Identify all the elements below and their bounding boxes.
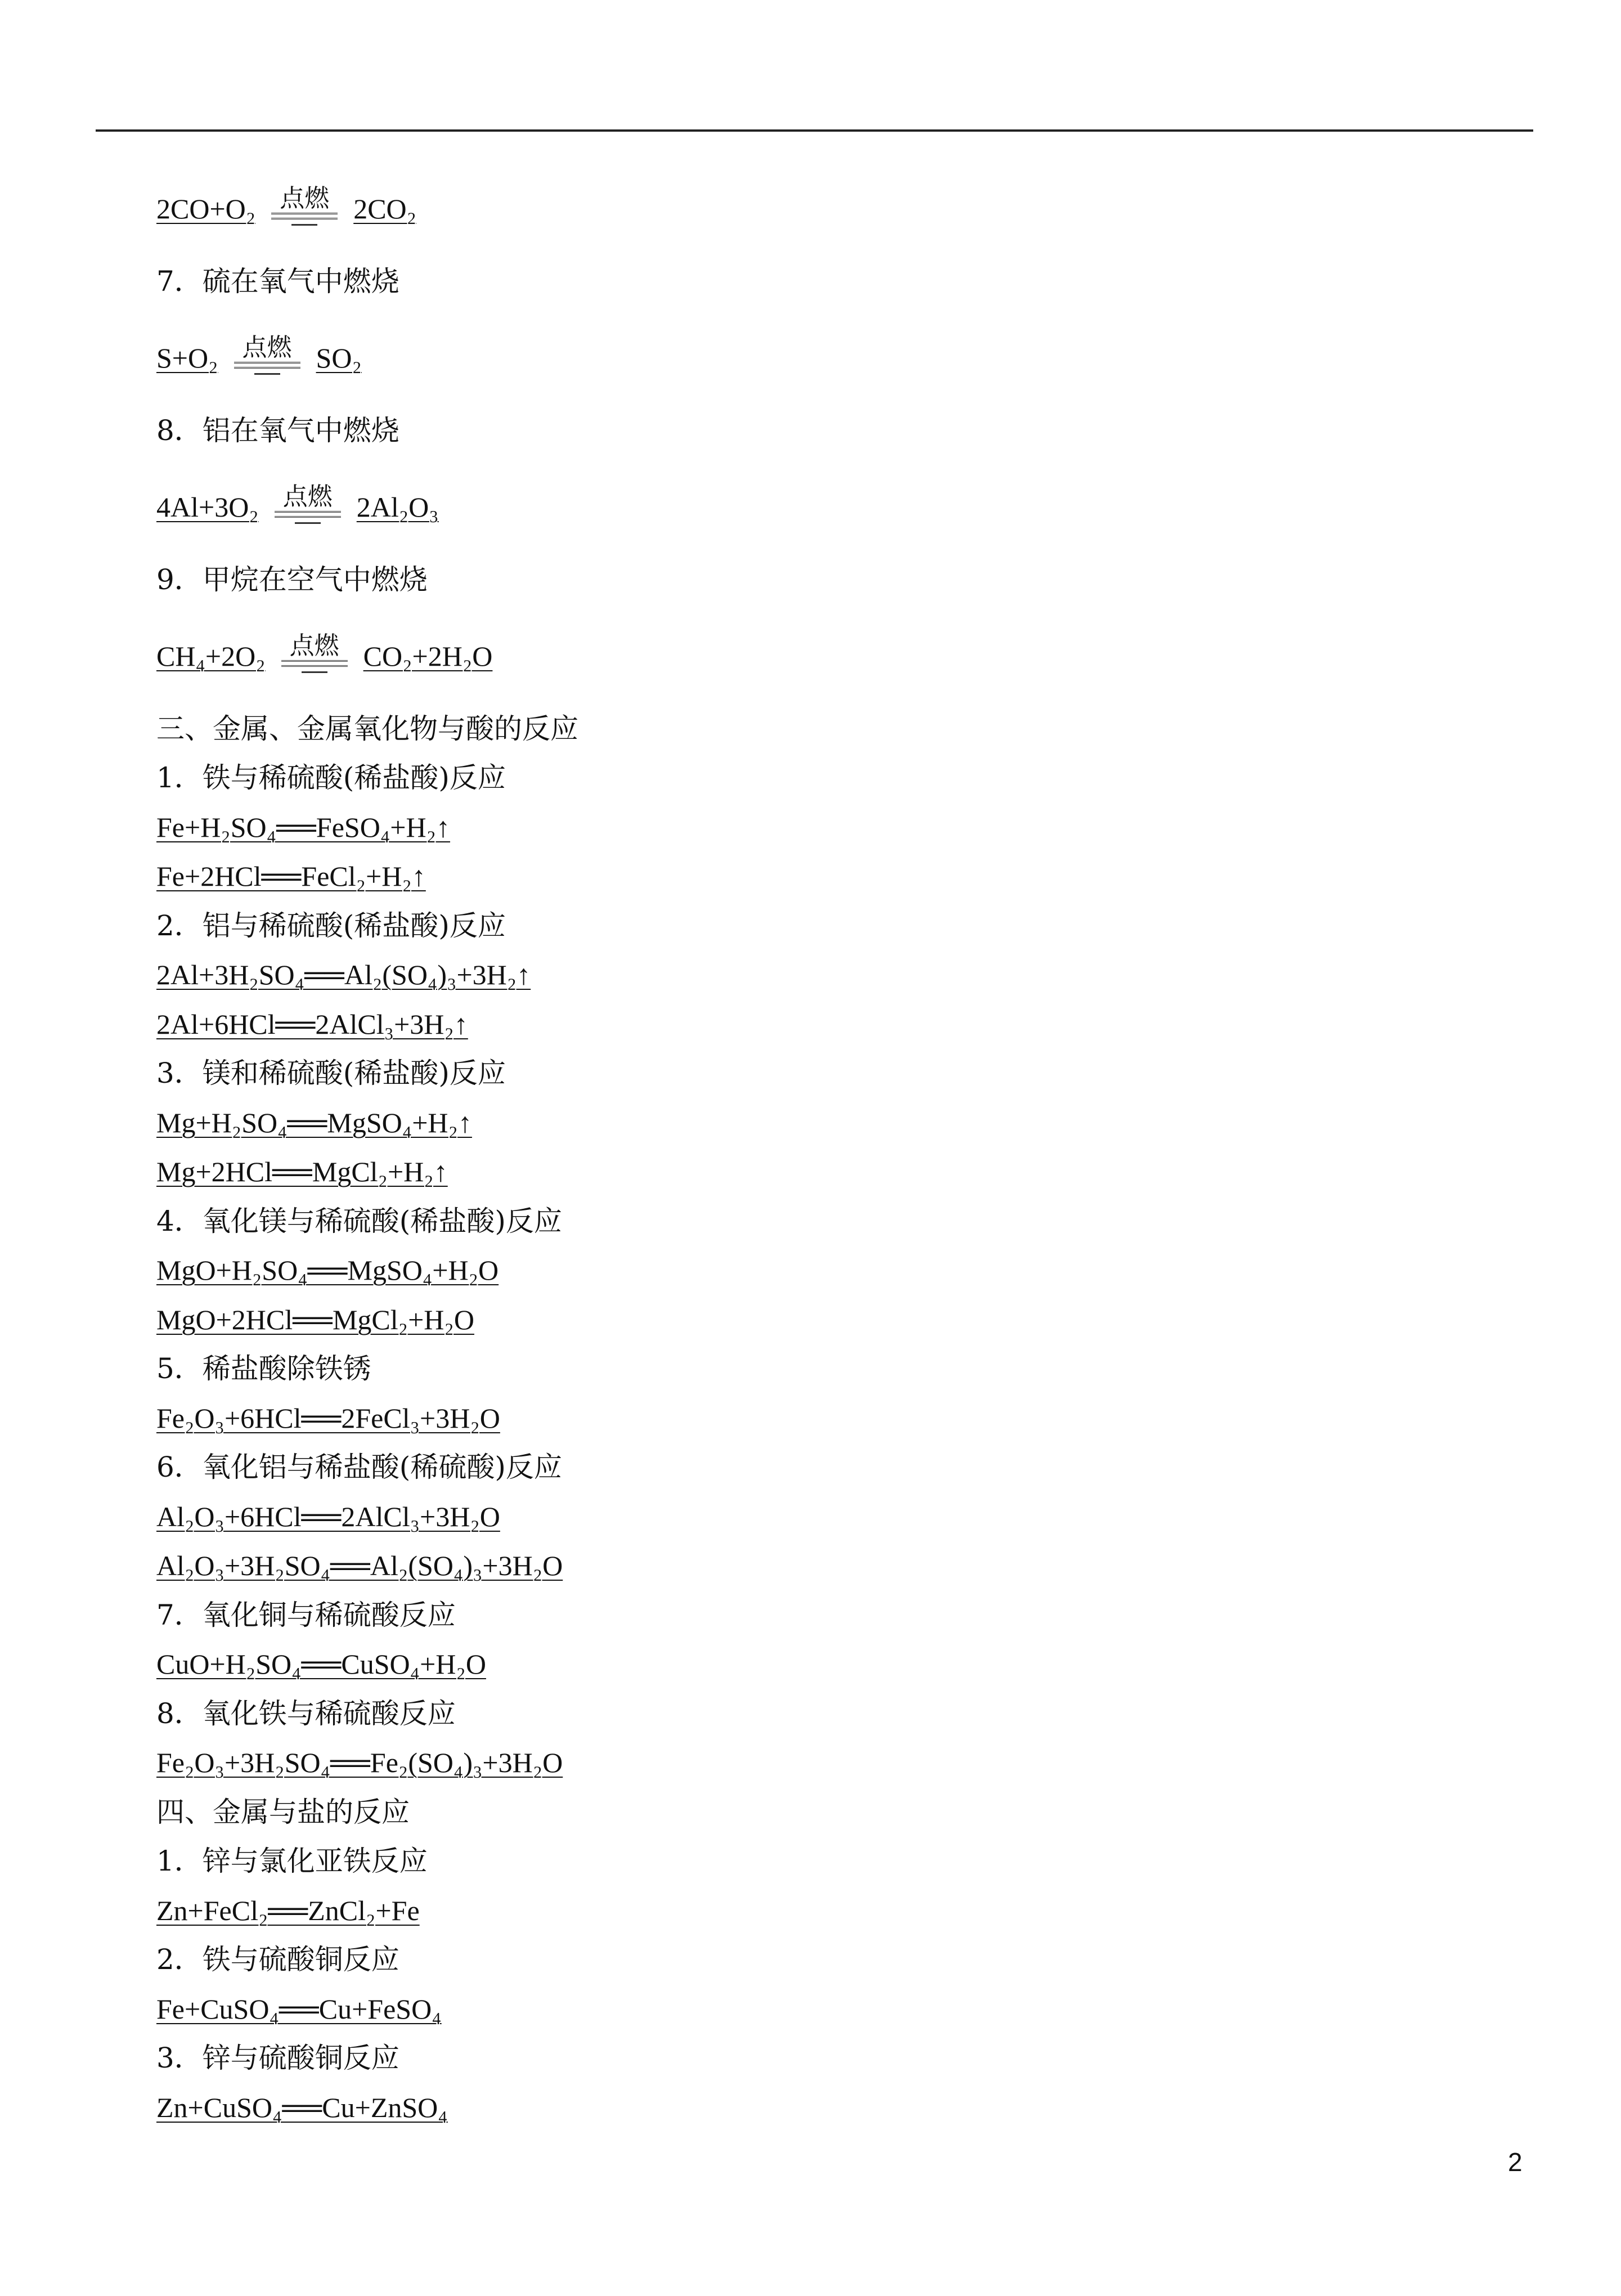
s3-heading-7: 7．氧化铜与稀硫酸反应 bbox=[156, 1599, 456, 1631]
s3-eq-3a: Mg+H₂SO₄══MgSO₄+H₂↑ bbox=[156, 1107, 472, 1138]
equation-lhs: S+O₂ bbox=[156, 342, 218, 374]
equation-al-o2 bbox=[156, 484, 439, 524]
s3-heading-2: 2．铝与稀硫酸(稀盐酸)反应 bbox=[156, 909, 506, 942]
s3-eq-2a: 2Al+3H₂SO₄══Al₂(SO₄)₃+3H₂↑ bbox=[156, 959, 531, 990]
equation-2co-o2 bbox=[156, 186, 416, 226]
s4-heading-2: 2．铁与硫酸铜反应 bbox=[156, 1943, 399, 1976]
s3-heading-4: 4．氧化镁与稀硫酸(稀盐酸)反应 bbox=[156, 1205, 562, 1237]
s3-eq-1b: Fe+2HCl══FeCl₂+H₂↑ bbox=[156, 860, 426, 892]
section-3-title: 三、金属、金属氧化物与酸的反应 bbox=[156, 712, 578, 745]
reaction-condition: 点燃 bbox=[268, 186, 341, 226]
heading-9: 9．甲烷在空气中燃烧 bbox=[156, 563, 428, 596]
s4-eq-3a: Zn+CuSO₄══Cu+ZnSO₄ bbox=[156, 2092, 448, 2123]
s3-eq-1a: Fe+H₂SO₄══FeSO₄+H₂↑ bbox=[156, 811, 451, 843]
equation-rhs: SO₂ bbox=[316, 342, 362, 374]
s4-eq-1a: Zn+FeCl₂══ZnCl₂+Fe bbox=[156, 1895, 420, 1926]
s3-eq-4a: MgO+H₂SO₄══MgSO₄+H₂O bbox=[156, 1254, 499, 1286]
equation-lhs: CH₄+2O₂ bbox=[156, 640, 266, 672]
s3-heading-8: 8．氧化铁与稀硫酸反应 bbox=[156, 1697, 456, 1730]
equation-rhs: 2CO₂ bbox=[353, 193, 417, 225]
s3-eq-7a: CuO+H₂SO₄══CuSO₄+H₂O bbox=[156, 1648, 486, 1680]
heading-8: 8．铝在氧气中燃烧 bbox=[156, 414, 399, 447]
s4-heading-3: 3．锌与硫酸铜反应 bbox=[156, 2042, 399, 2074]
section-4-title: 四、金属与盐的反应 bbox=[156, 1796, 410, 1828]
s3-eq-2b: 2Al+6HCl══2AlCl₃+3H₂↑ bbox=[156, 1008, 468, 1040]
s3-eq-5a: Fe₂O₃+6HCl══2FeCl₃+3H₂O bbox=[156, 1402, 500, 1434]
heading-7: 7．硫在氧气中燃烧 bbox=[156, 265, 399, 298]
reaction-condition: 点燃 bbox=[231, 335, 304, 375]
s3-eq-3b: Mg+2HCl══MgCl₂+H₂↑ bbox=[156, 1156, 448, 1187]
equation-lhs: 2CO+O₂ bbox=[156, 193, 256, 225]
s3-eq-6a: Al₂O₃+6HCl══2AlCl₃+3H₂O bbox=[156, 1501, 500, 1532]
s3-eq-8a: Fe₂O₃+3H₂SO₄══Fe₂(SO₄)₃+3H₂O bbox=[156, 1747, 563, 1778]
reaction-condition: 点燃 bbox=[278, 633, 351, 673]
s3-heading-6: 6．氧化铝与稀盐酸(稀硫酸)反应 bbox=[156, 1451, 562, 1483]
equation-rhs: CO₂+2H₂O bbox=[363, 640, 493, 672]
s3-heading-1: 1．铁与稀硫酸(稀盐酸)反应 bbox=[156, 761, 506, 794]
equation-rhs: 2Al₂O₃ bbox=[356, 491, 439, 523]
s4-eq-2a: Fe+CuSO₄══Cu+FeSO₄ bbox=[156, 1993, 442, 2025]
s3-eq-4b: MgO+2HCl══MgCl₂+H₂O bbox=[156, 1304, 474, 1335]
equation-s-o2 bbox=[156, 335, 362, 375]
page-number: 2 bbox=[1508, 2147, 1523, 2177]
reaction-condition: 点燃 bbox=[271, 484, 344, 524]
equation-ch4-o2 bbox=[156, 633, 492, 673]
equation-lhs: 4Al+3O₂ bbox=[156, 491, 259, 523]
s3-heading-5: 5．稀盐酸除铁锈 bbox=[156, 1352, 371, 1385]
s3-eq-6b: Al₂O₃+3H₂SO₄══Al₂(SO₄)₃+3H₂O bbox=[156, 1550, 563, 1581]
s3-heading-3: 3．镁和稀硫酸(稀盐酸)反应 bbox=[156, 1057, 506, 1089]
s4-heading-1: 1．锌与氯化亚铁反应 bbox=[156, 1845, 428, 1877]
